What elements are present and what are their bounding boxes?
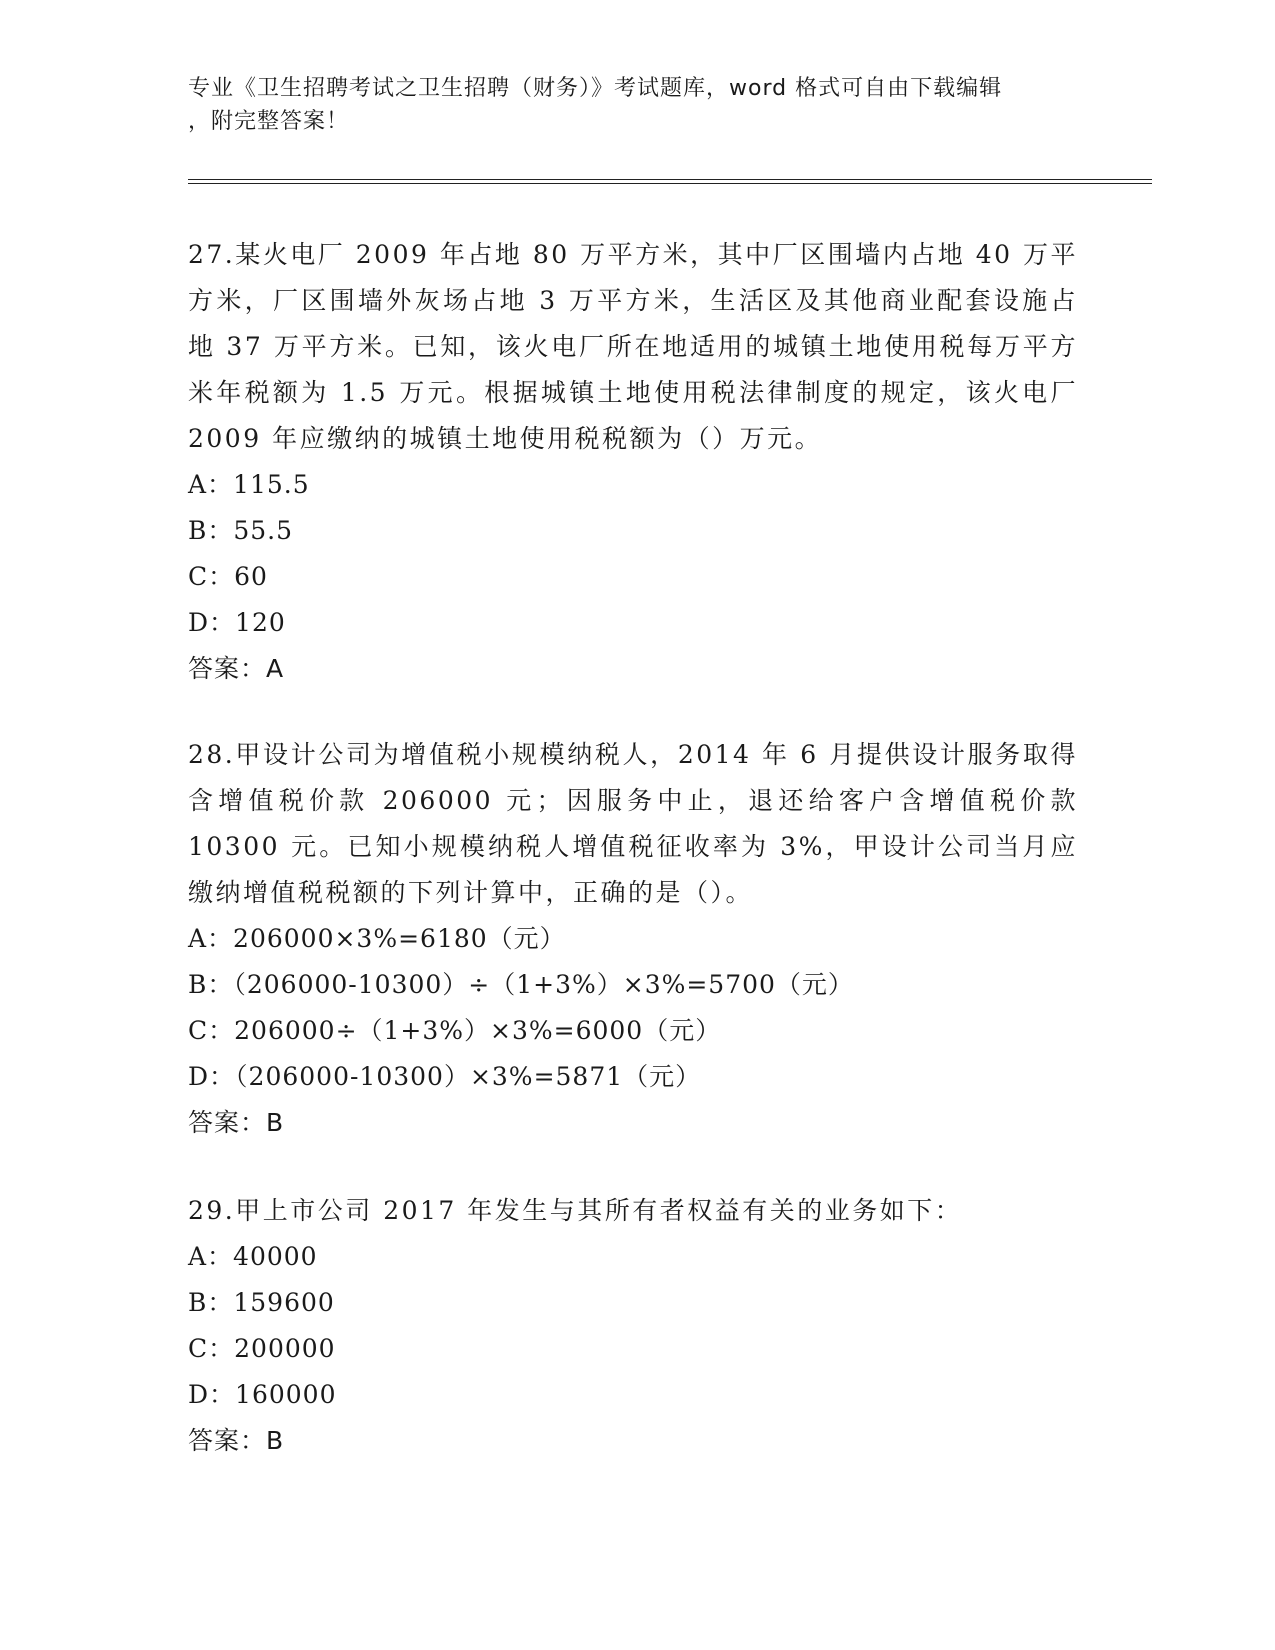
option-c: C：200000: [188, 1334, 336, 1363]
option-d: D：120: [188, 608, 286, 637]
option-a: A：40000: [188, 1242, 318, 1271]
question-stem: 29.甲上市公司 2017 年发生与其所有者权益有关的业务如下：: [188, 1196, 963, 1225]
question-29: [188, 1188, 1078, 1464]
header-divider-top: [188, 179, 1152, 180]
option-b: B：159600: [188, 1288, 335, 1317]
option-c: C：206000÷（1+3%）×3%=6000（元）: [188, 1016, 722, 1045]
question-stem: 28.甲设计公司为增值税小规模纳税人，2014 年 6 月提供设计服务取得含增值税价款 206000 元；因服务中止，退还给客户含增值税价款10300 元。已知小规模纳税人增值税征收率为 3%，甲设计公司当月应缴纳增值税税额的下列计算中，正确的是（）。: [188, 740, 1078, 907]
answer-line: 答案：B: [188, 1108, 285, 1137]
option-a: A：206000×3%=6180（元）: [188, 924, 566, 953]
option-c: C：60: [188, 562, 268, 591]
question-stem: 27.某火电厂 2009 年占地 80 万平方米，其中厂区围墙内占地 40 万平方米，厂区围墙外灰场占地 3 万平方米，生活区及其他商业配套设施占地 37 万平方米。已知，该火电厂所在地适用的城镇土地使用税每万平方米年税额为 1.5 万元。根据城镇土地使用税法律制度的规定，该火电厂 2009 年应缴纳的城镇土地使用税税额为（）万元。: [188, 240, 1078, 453]
answer-line: 答案：B: [188, 1426, 285, 1455]
question-28: [188, 732, 1078, 1146]
option-a: A：115.5: [188, 470, 310, 499]
answer-line: 答案：A: [188, 654, 285, 683]
option-d: D：160000: [188, 1380, 337, 1409]
header-line-1: 专业《卫生招聘考试之卫生招聘（财务）》考试题库，word 格式可自由下载编辑: [188, 76, 1003, 101]
option-b: B：（206000-10300）÷（1+3%）×3%=5700（元）: [188, 970, 854, 999]
option-d: D：（206000-10300）×3%=5871（元）: [188, 1062, 702, 1091]
option-b: B：55.5: [188, 516, 294, 545]
document-header: [188, 72, 1088, 138]
header-line-2: ，附完整答案！: [188, 109, 350, 134]
header-divider-bottom: [188, 183, 1152, 184]
question-27: [188, 232, 1078, 692]
